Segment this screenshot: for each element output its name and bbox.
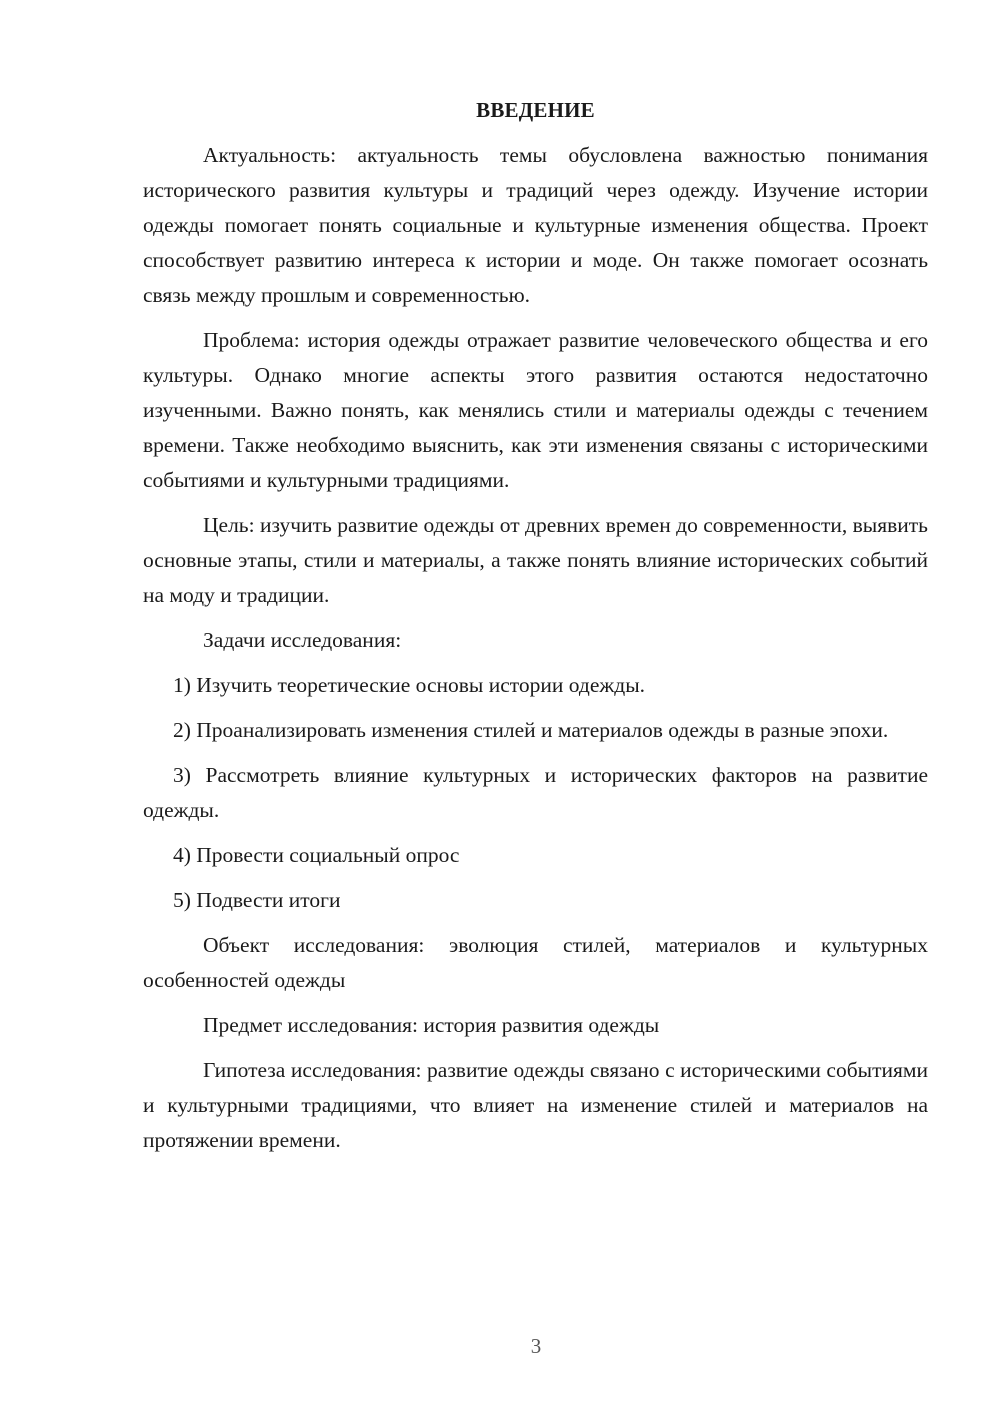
object-paragraph: Объект исследования: эволюция стилей, материалов и культурных особенностей одежды [143, 933, 928, 992]
page-number: 3 [530, 1334, 542, 1358]
problem-paragraph: Проблема: история одежды отражает развитие человеческого общества и его культуры. Однако многие аспекты этого развития остаются недостаточно изученными. Важно понять, как менялись стили и материалы одежды с течением времени. Также необходимо выяснить, как эти изменения связаны с историческими событиями и культурными традициями. [143, 328, 928, 492]
relevance-paragraph: Актуальность: актуальность темы обусловлена важностью понимания исторического развития культуры и традиций через одежду. Изучение истории одежды помогает понять социальные и культурные изменения общества. Проект способствует развитию интереса к истории и моде. Он также помогает осознать связь между прошлым и современностью. [143, 143, 928, 307]
hypothesis-paragraph: Гипотеза исследования: развитие одежды связано с историческими событиями и культурными традициями, что влияет на изменение стилей и материалов на протяжении времени. [143, 1058, 928, 1152]
task-item: 3) Рассмотреть влияние культурных и исторических факторов на развитие одежды. [143, 763, 928, 822]
task-item: 5) Подвести итоги [173, 888, 341, 912]
task-item: 2) Проанализировать изменения стилей и материалов одежды в разные эпохи. [173, 718, 889, 742]
task-item: 1) Изучить теоретические основы истории одежды. [173, 673, 646, 697]
goal-paragraph: Цель: изучить развитие одежды от древних времен до современности, выявить основные этапы, стили и материалы, а также понять влияние исторических событий на моду и традиции. [143, 513, 928, 607]
task-item: 4) Провести социальный опрос [173, 843, 460, 867]
subject-paragraph: Предмет исследования: история развития одежды [203, 1013, 660, 1037]
tasks-heading: Задачи исследования: [203, 628, 402, 652]
document-page [143, 96, 928, 1168]
page-title: ВВЕДЕНИЕ [476, 98, 595, 122]
